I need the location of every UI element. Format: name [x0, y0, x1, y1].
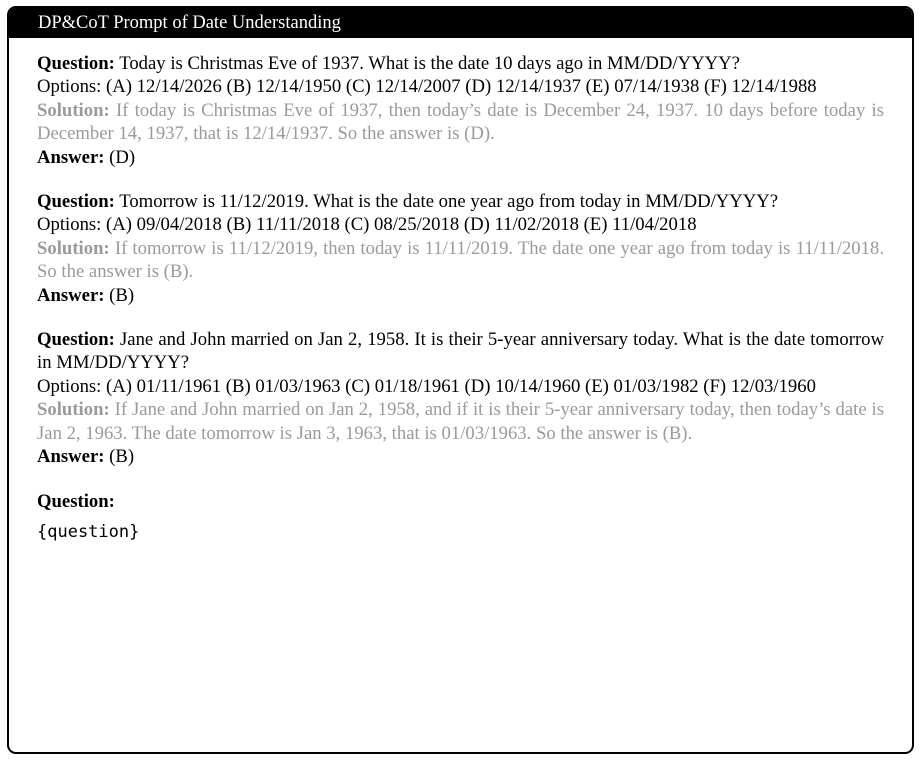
prompt-title: DP&CoT Prompt of Date Understanding — [9, 8, 912, 38]
question-label: Question: — [37, 490, 115, 512]
question-line — [37, 190, 884, 213]
answer-label: Answer: — [37, 446, 105, 468]
prompt-body — [9, 38, 912, 544]
solution-label: Solution: — [37, 237, 110, 259]
answer-text: (B) — [109, 446, 135, 468]
example-block-3 — [37, 328, 884, 468]
answer-label: Answer: — [37, 284, 105, 306]
options-text: Options: (A) 12/14/2026 (B) 12/14/1950 (C) 12/14/2007 (D) 12/14/1937 (E) 07/14/1938 (F) 12/14/1988 — [37, 76, 817, 98]
answer-line — [37, 445, 884, 468]
solution-text: If today is Christmas Eve of 1937, then today’s date is December 24, 1937. 10 days before today is December 14, 1937, that is 12/14/1937. So the answer is (D). — [37, 99, 885, 145]
answer-line — [37, 284, 884, 307]
example-block-2 — [37, 190, 884, 307]
solution-text: If Jane and John married on Jan 2, 1958, and if it is their 5-year anniversary today, then today’s date is Jan 2, 1963. The date tomorrow is Jan 3, 1963, that is 01/03/1963. So the answer is (B). — [37, 399, 885, 444]
answer-label: Answer: — [37, 146, 105, 168]
answer-text: (B) — [109, 284, 135, 306]
options-text: Options: (A) 01/11/1961 (B) 01/03/1963 (C) 01/18/1961 (D) 10/14/1960 (E) 01/03/1982 (F) 12/03/1960 — [37, 375, 816, 397]
question-placeholder: {question} — [37, 521, 140, 542]
answer-text: (D) — [109, 146, 136, 168]
solution-text: If tomorrow is 11/12/2019, then today is 11/11/2019. The date one year ago from today is 11/11/2018. So the answer is (B). — [37, 237, 885, 283]
options-text: Options: (A) 09/04/2018 (B) 11/11/2018 (C) 08/25/2018 (D) 11/02/2018 (E) 11/04/2018 — [37, 214, 697, 236]
question-label: Question: — [37, 53, 115, 74]
final-question-line — [37, 490, 884, 513]
question-text: Jane and John married on Jan 2, 1958. It is their 5-year anniversary today. What is the date tomorrow in MM/DD/YYYY? — [37, 329, 885, 374]
question-label: Question: — [37, 329, 115, 351]
question-label: Question: — [37, 191, 115, 213]
answer-line — [37, 146, 884, 169]
solution-label: Solution: — [37, 399, 110, 421]
final-question-block — [37, 490, 884, 545]
question-text: Today is Christmas Eve of 1937. What is the date 10 days ago in MM/DD/YYYY? — [119, 53, 740, 74]
question-line — [37, 328, 884, 375]
solution-line — [37, 237, 884, 284]
question-line — [37, 52, 884, 75]
solution-line — [37, 398, 884, 445]
solution-label: Solution: — [37, 99, 110, 121]
solution-line — [37, 99, 884, 146]
example-block-1 — [37, 52, 884, 169]
question-text: Tomorrow is 11/12/2019. What is the date one year ago from today in MM/DD/YYYY? — [119, 191, 779, 213]
prompt-box — [7, 6, 914, 754]
